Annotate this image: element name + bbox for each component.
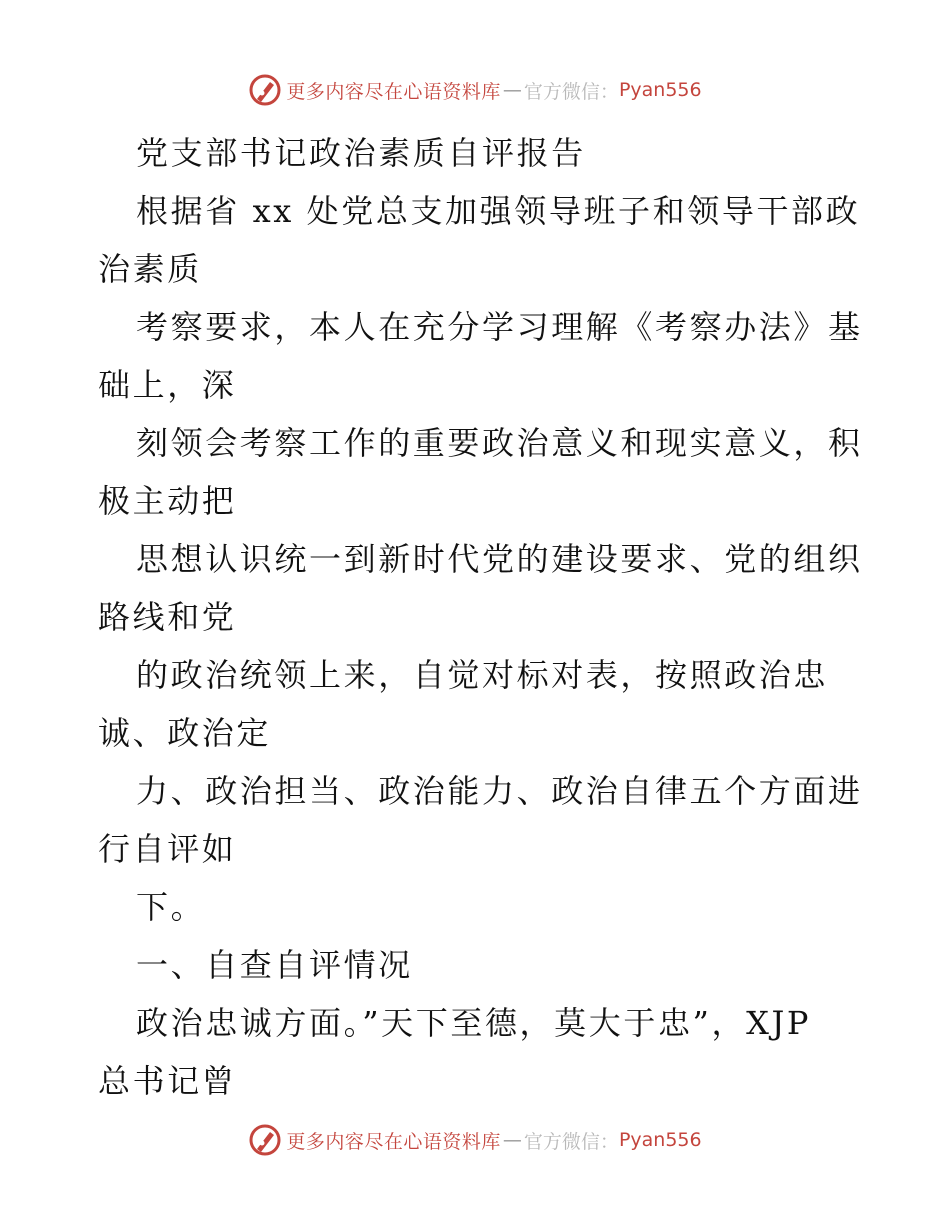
section-heading: 一、自查自评情况 (136, 946, 413, 984)
paragraph-line: 行自评如 (98, 830, 237, 868)
paragraph-line: 路线和党 (98, 598, 237, 636)
paragraph-line: 思想认识统一到新时代党的建设要求、党的组织 (136, 540, 863, 578)
watermark-text: 更多内容尽在心语资料库 (286, 80, 501, 103)
paragraph-line: 诚、政治定 (98, 714, 272, 752)
watermark-header (0, 70, 950, 110)
paragraph-line: 刻领会考察工作的重要政治意义和现实意义，积 (136, 424, 863, 462)
pen-logo-icon (248, 73, 282, 107)
paragraph-line: 础上，深 (98, 366, 237, 404)
paragraph-line: 总书记曾 (98, 1062, 237, 1100)
watermark-footer (0, 1120, 950, 1160)
paragraph-line: 治素质 (98, 250, 202, 288)
paragraph-line: 极主动把 (98, 482, 237, 520)
pen-logo-icon (248, 1123, 282, 1157)
watermark-wechat-label: 官方微信： (523, 80, 619, 103)
watermark-wechat-label: 官方微信： (523, 1130, 619, 1153)
watermark-wechat-id: Pyan556 (618, 1129, 702, 1151)
watermark-dash: — (502, 1129, 522, 1151)
paragraph-line: 的政治统领上来，自觉对标对表，按照政治忠 (136, 656, 829, 694)
paragraph-line: 根据省 xx 处党总支加强领导班子和领导干部政 (136, 192, 861, 230)
paragraph-line: 政治忠诚方面。”天下至德，莫大于忠”，XJP (136, 1004, 812, 1042)
document-body (98, 124, 863, 1110)
document-title: 党支部书记政治素质自评报告 (136, 134, 586, 172)
paragraph-line: 下。 (136, 888, 206, 926)
paragraph-line: 力、政治担当、政治能力、政治自律五个方面进 (136, 772, 863, 810)
watermark-dash: — (502, 79, 522, 101)
paragraph-line: 考察要求，本人在充分学习理解《考察办法》基 (136, 308, 863, 346)
watermark-wechat-id: Pyan556 (618, 79, 702, 101)
watermark-text: 更多内容尽在心语资料库 (286, 1130, 501, 1153)
